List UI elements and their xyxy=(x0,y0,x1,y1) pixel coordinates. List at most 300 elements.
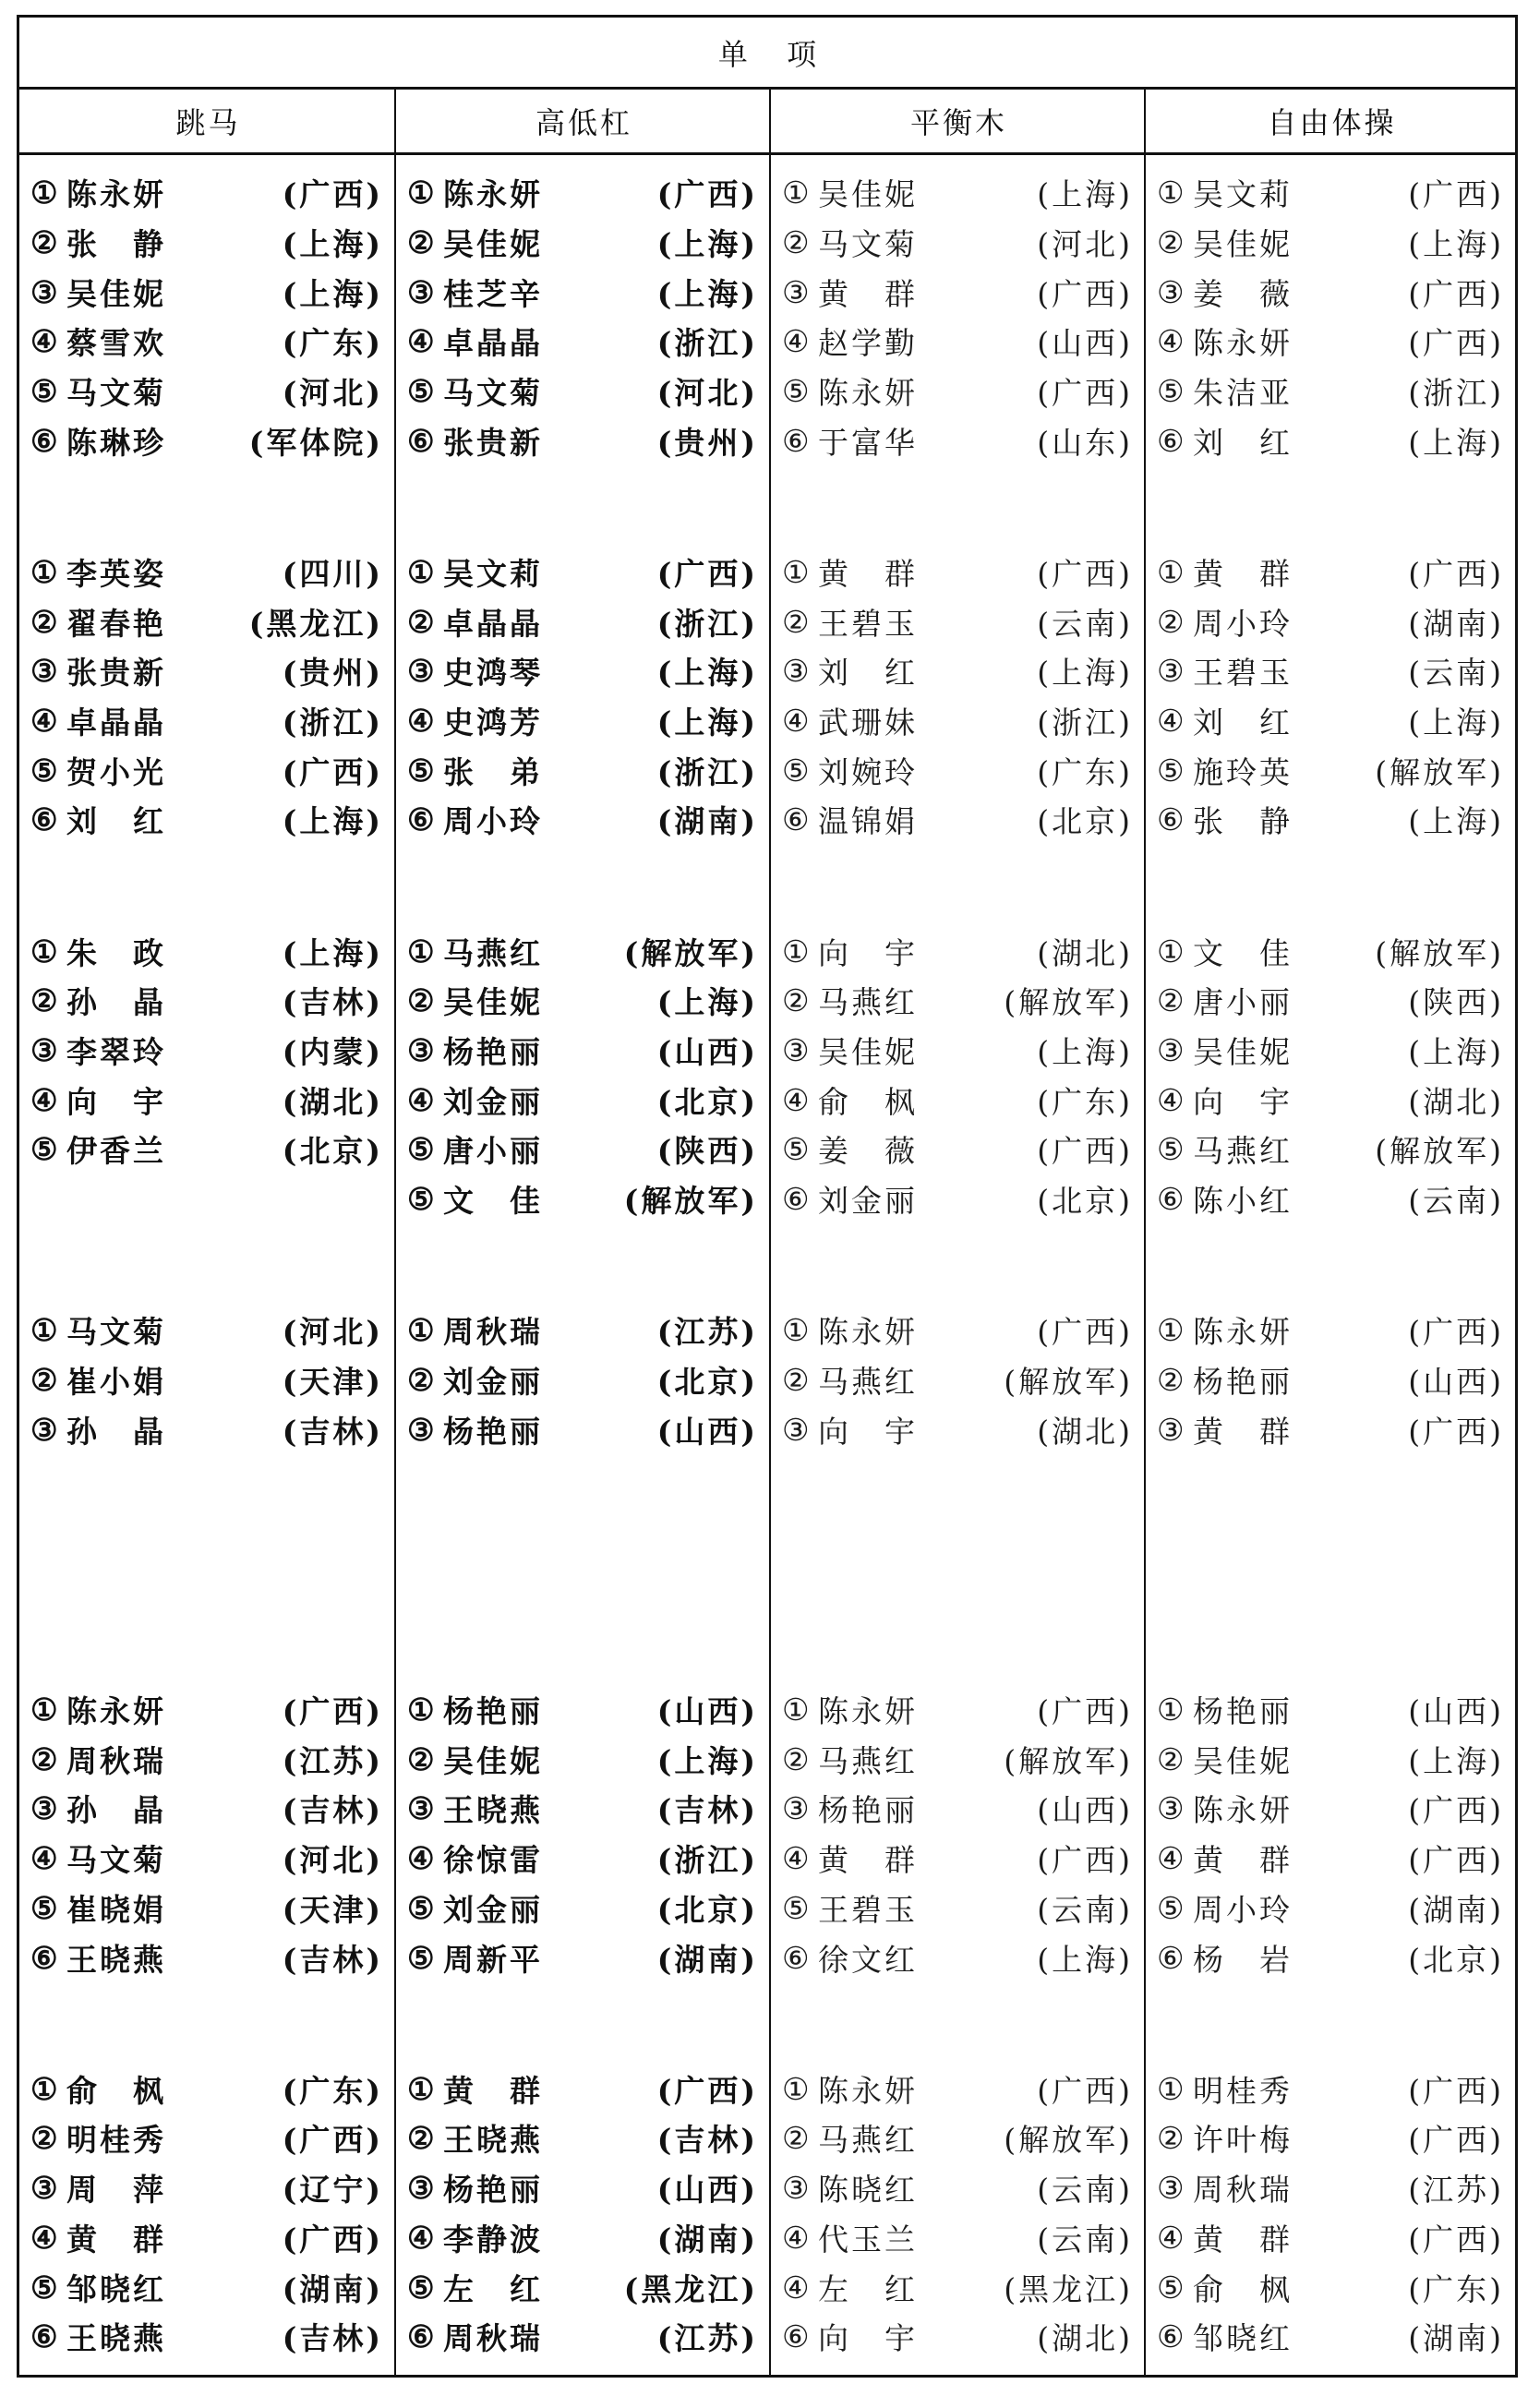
rank-marker: ③ xyxy=(30,273,58,310)
result-entry xyxy=(407,1834,758,1884)
athlete-region: (军体院) xyxy=(248,424,383,461)
athlete-name: 邹晓红 xyxy=(1193,2320,1293,2357)
athlete-name: 吴佳妮 xyxy=(443,226,543,263)
rank-marker: ⑤ xyxy=(1157,1889,1185,1926)
rank-marker: ④ xyxy=(30,323,58,360)
result-entry xyxy=(407,596,758,646)
athlete-region: (上海) xyxy=(656,704,758,741)
athlete-region: (上海) xyxy=(656,1742,758,1779)
athlete-name: 孙 晶 xyxy=(66,1413,166,1450)
athlete-region: (江苏) xyxy=(1408,2172,1504,2209)
result-entry xyxy=(782,1075,1133,1125)
result-entry xyxy=(782,696,1133,746)
athlete-name: 左 红 xyxy=(443,2270,543,2307)
athlete-region: (浙江) xyxy=(656,605,758,642)
rank-marker: ⑥ xyxy=(782,1939,810,1976)
athlete-region: (湖南) xyxy=(656,803,758,840)
result-group xyxy=(1157,1685,1504,2065)
athlete-name: 刘 红 xyxy=(818,655,918,692)
rank-marker: ⑤ xyxy=(30,1131,58,1168)
rank-marker: ③ xyxy=(407,1032,435,1069)
athlete-name: 明桂秀 xyxy=(1193,2072,1293,2109)
athlete-region: (湖北) xyxy=(1037,1413,1133,1450)
column-floor-exercise xyxy=(1146,155,1515,2375)
athlete-name: 王碧玉 xyxy=(818,1891,918,1928)
athlete-name: 徐文红 xyxy=(818,1941,918,1978)
rank-marker: ⑥ xyxy=(1157,422,1185,459)
athlete-name: 温锦娟 xyxy=(818,803,918,840)
result-group xyxy=(782,548,1133,927)
athlete-region: (浙江) xyxy=(1408,375,1504,412)
rank-marker: ③ xyxy=(1157,1411,1185,1448)
athlete-name: 刘金丽 xyxy=(443,1891,543,1928)
result-entry xyxy=(1157,1355,1504,1405)
athlete-name: 陈永妍 xyxy=(818,1693,918,1730)
result-entry xyxy=(782,267,1133,317)
rank-marker: ① xyxy=(1157,175,1185,211)
athlete-name: 周小玲 xyxy=(1193,605,1293,642)
rank-marker: ⑤ xyxy=(30,373,58,410)
athlete-name: 王晓燕 xyxy=(443,1792,543,1829)
result-entry xyxy=(1157,2262,1504,2312)
athlete-region: (上海) xyxy=(282,934,383,971)
athlete-name: 黄 群 xyxy=(818,1842,918,1879)
athlete-region: (广西) xyxy=(1408,176,1504,213)
result-group xyxy=(782,168,1133,548)
result-entry xyxy=(407,1404,758,1454)
table-body xyxy=(19,155,1515,2375)
athlete-name: 杨艳丽 xyxy=(443,2172,543,2209)
athlete-region: (山西) xyxy=(1408,1364,1504,1401)
athlete-region: (吉林) xyxy=(282,1413,383,1450)
athlete-name: 黄 群 xyxy=(818,556,918,593)
rank-marker: ⑥ xyxy=(782,1181,810,1218)
result-group xyxy=(407,926,758,1306)
rank-marker: ③ xyxy=(1157,2170,1185,2207)
athlete-name: 陈永妍 xyxy=(1193,1314,1293,1351)
result-entry xyxy=(782,976,1133,1026)
athlete-region: (广西) xyxy=(1037,2072,1133,2109)
athlete-region: (上海) xyxy=(656,275,758,312)
athlete-name: 吴佳妮 xyxy=(443,1742,543,1779)
rank-marker: ① xyxy=(1157,554,1185,591)
result-group xyxy=(407,2064,758,2361)
athlete-region: (广西) xyxy=(1037,556,1133,593)
result-entry xyxy=(1157,976,1504,1026)
athlete-name: 张贵新 xyxy=(66,655,166,692)
athlete-region: (广西) xyxy=(1037,1693,1133,1730)
result-entry xyxy=(782,367,1133,416)
result-entry xyxy=(30,926,383,976)
athlete-name: 向 宇 xyxy=(818,1413,918,1450)
rank-marker: ⑤ xyxy=(407,752,435,789)
result-entry xyxy=(30,1784,383,1834)
rank-marker: ② xyxy=(407,224,435,261)
athlete-name: 黄 群 xyxy=(1193,556,1293,593)
result-entry xyxy=(1157,1685,1504,1735)
rank-marker: ⑥ xyxy=(1157,2318,1185,2355)
rank-marker: ⑤ xyxy=(30,2269,58,2306)
result-entry xyxy=(1157,696,1504,746)
athlete-region: (广西) xyxy=(1408,2221,1504,2258)
athlete-name: 张 静 xyxy=(66,226,166,263)
result-entry xyxy=(30,745,383,795)
rank-marker: ③ xyxy=(1157,273,1185,310)
result-entry xyxy=(30,267,383,317)
athlete-region: (上海) xyxy=(1408,704,1504,741)
athlete-name: 陈永妍 xyxy=(1193,1792,1293,1829)
result-entry xyxy=(407,976,758,1026)
rank-marker: ⑥ xyxy=(30,1939,58,1976)
result-entry xyxy=(407,2213,758,2263)
athlete-region: (吉林) xyxy=(656,2122,758,2159)
athlete-name: 赵学勤 xyxy=(818,325,918,362)
athlete-region: (上海) xyxy=(1408,424,1504,461)
athlete-name: 张贵新 xyxy=(443,424,543,461)
athlete-name: 桂芝辛 xyxy=(443,275,543,312)
result-entry xyxy=(30,1734,383,1784)
event-header-floor-exercise: 自由体操 xyxy=(1267,105,1397,140)
result-group xyxy=(782,2064,1133,2361)
result-entry xyxy=(30,367,383,416)
rank-marker: ⑥ xyxy=(30,2318,58,2355)
athlete-name: 吴佳妮 xyxy=(1193,1034,1293,1071)
rank-marker: ② xyxy=(782,982,810,1019)
result-entry xyxy=(407,1932,758,1982)
result-entry xyxy=(30,1834,383,1884)
rank-marker: ③ xyxy=(782,2170,810,2207)
rank-marker: ④ xyxy=(1157,1840,1185,1877)
athlete-region: (广西) xyxy=(1408,556,1504,593)
athlete-region: (北京) xyxy=(1408,1941,1504,1978)
result-entry xyxy=(1157,2113,1504,2163)
athlete-region: (江苏) xyxy=(282,1742,383,1779)
rank-marker: ④ xyxy=(407,323,435,360)
athlete-region: (广西) xyxy=(656,556,758,593)
athlete-region: (河北) xyxy=(1037,226,1133,263)
rank-marker: ④ xyxy=(1157,703,1185,740)
athlete-name: 周秋瑞 xyxy=(443,1314,543,1351)
result-entry xyxy=(1157,1734,1504,1784)
rank-marker: ① xyxy=(407,1692,435,1728)
result-entry xyxy=(1157,2213,1504,2263)
rank-marker: ① xyxy=(782,554,810,591)
rank-marker: ⑤ xyxy=(782,1889,810,1926)
athlete-region: (广西) xyxy=(1408,275,1504,312)
athlete-region: (浙江) xyxy=(656,753,758,790)
athlete-name: 文 佳 xyxy=(443,1183,543,1220)
rank-marker: ④ xyxy=(782,703,810,740)
rank-marker: ① xyxy=(30,933,58,969)
athlete-name: 孙 晶 xyxy=(66,1792,166,1829)
rank-marker: ⑤ xyxy=(407,373,435,410)
athlete-name: 陈永妍 xyxy=(66,176,166,213)
athlete-name: 王碧玉 xyxy=(818,605,918,642)
rank-marker: ③ xyxy=(1157,1790,1185,1827)
athlete-region: (北京) xyxy=(1037,803,1133,840)
athlete-region: (内蒙) xyxy=(282,1034,383,1071)
athlete-name: 姜 薇 xyxy=(818,1133,918,1170)
result-entry xyxy=(30,1125,383,1174)
rank-marker: ② xyxy=(1157,224,1185,261)
result-group xyxy=(782,1306,1133,1685)
result-entry xyxy=(782,1734,1133,1784)
athlete-name: 卓晶晶 xyxy=(443,325,543,362)
rank-marker: ② xyxy=(782,1362,810,1399)
result-entry xyxy=(30,548,383,597)
athlete-name: 朱 政 xyxy=(66,934,166,971)
rank-marker: ② xyxy=(30,603,58,640)
rank-marker: ⑤ xyxy=(1157,1131,1185,1168)
athlete-name: 周秋瑞 xyxy=(1193,2172,1293,2209)
result-entry xyxy=(1157,2163,1504,2213)
result-entry xyxy=(1157,1834,1504,1884)
athlete-region: (北京) xyxy=(656,1364,758,1401)
rank-marker: ② xyxy=(407,603,435,640)
result-entry xyxy=(30,2163,383,2213)
result-entry xyxy=(407,1075,758,1125)
athlete-region: (湖北) xyxy=(1037,2320,1133,2357)
rank-marker: ② xyxy=(30,1740,58,1777)
rank-marker: ② xyxy=(407,982,435,1019)
result-entry xyxy=(782,1026,1133,1076)
result-entry xyxy=(782,1932,1133,1982)
athlete-region: (吉林) xyxy=(282,2320,383,2357)
athlete-region: (解放军) xyxy=(623,1183,758,1220)
rank-marker: ⑥ xyxy=(1157,1939,1185,1976)
rank-marker: ② xyxy=(782,224,810,261)
athlete-region: (河北) xyxy=(282,1314,383,1351)
athlete-region: (广西) xyxy=(1408,1842,1504,1879)
athlete-region: (湖南) xyxy=(1408,1891,1504,1928)
result-entry xyxy=(782,745,1133,795)
rank-marker: ③ xyxy=(782,1032,810,1069)
rank-marker: ② xyxy=(30,2120,58,2157)
rank-marker: ① xyxy=(1157,1312,1185,1349)
athlete-name: 刘金丽 xyxy=(443,1364,543,1401)
rank-marker: ⑥ xyxy=(407,422,435,459)
result-entry xyxy=(782,1834,1133,1884)
athlete-region: (北京) xyxy=(1037,1183,1133,1220)
rank-marker: ⑥ xyxy=(1157,1181,1185,1218)
athlete-name: 吴佳妮 xyxy=(443,984,543,1021)
result-group xyxy=(1157,2064,1504,2361)
athlete-region: (山西) xyxy=(656,1034,758,1071)
result-entry xyxy=(782,548,1133,597)
column-uneven-bars xyxy=(396,155,771,2375)
athlete-name: 刘 红 xyxy=(66,803,166,840)
athlete-region: (上海) xyxy=(282,803,383,840)
rank-marker: ① xyxy=(30,1312,58,1349)
athlete-name: 武珊妹 xyxy=(818,704,918,741)
result-entry xyxy=(782,2064,1133,2113)
athlete-name: 陈永妍 xyxy=(818,1314,918,1351)
athlete-name: 史鸿琴 xyxy=(443,655,543,692)
athlete-name: 杨艳丽 xyxy=(443,1034,543,1071)
rank-marker: ⑤ xyxy=(782,1131,810,1168)
athlete-name: 周小玲 xyxy=(1193,1891,1293,1928)
rank-marker: ⑤ xyxy=(1157,752,1185,789)
rank-marker: ⑤ xyxy=(407,1181,435,1218)
athlete-name: 马燕红 xyxy=(443,934,543,971)
athlete-name: 李翠玲 xyxy=(66,1034,166,1071)
rank-marker: ① xyxy=(30,2070,58,2107)
result-entry xyxy=(1157,1884,1504,1933)
result-entry xyxy=(407,646,758,696)
result-entry xyxy=(407,2064,758,2113)
athlete-name: 蔡雪欢 xyxy=(66,325,166,362)
result-entry xyxy=(407,926,758,976)
athlete-region: (广西) xyxy=(1408,2122,1504,2159)
athlete-region: (广西) xyxy=(282,1693,383,1730)
athlete-name: 俞 枫 xyxy=(1193,2270,1293,2307)
athlete-region: (解放军) xyxy=(623,934,758,971)
rank-marker: ⑥ xyxy=(407,2318,435,2355)
athlete-region: (湖北) xyxy=(282,1083,383,1120)
result-entry xyxy=(30,596,383,646)
athlete-region: (上海) xyxy=(282,226,383,263)
athlete-region: (广西) xyxy=(282,2122,383,2159)
athlete-name: 吴佳妮 xyxy=(1193,1742,1293,1779)
athlete-name: 杨艳丽 xyxy=(1193,1364,1293,1401)
athlete-region: (陕西) xyxy=(1408,984,1504,1021)
athlete-region: (天津) xyxy=(282,1891,383,1928)
athlete-region: (广西) xyxy=(1037,1133,1133,1170)
athlete-name: 吴佳妮 xyxy=(818,176,918,213)
athlete-name: 马文菊 xyxy=(66,1842,166,1879)
event-header-uneven-bars: 高低杠 xyxy=(396,90,771,152)
athlete-name: 刘金丽 xyxy=(443,1083,543,1120)
rank-marker: ③ xyxy=(1157,1032,1185,1069)
athlete-region: (山西) xyxy=(1408,1693,1504,1730)
rank-marker: ① xyxy=(1157,1692,1185,1728)
athlete-name: 周小玲 xyxy=(443,803,543,840)
athlete-name: 文 佳 xyxy=(1193,934,1293,971)
result-entry xyxy=(407,1174,758,1224)
rank-marker: ④ xyxy=(782,1840,810,1877)
athlete-name: 向 宇 xyxy=(1193,1083,1293,1120)
result-entry xyxy=(30,1075,383,1125)
rank-marker: ④ xyxy=(30,1840,58,1877)
result-entry xyxy=(407,1306,758,1355)
rank-marker: ④ xyxy=(1157,2219,1185,2256)
result-group xyxy=(1157,926,1504,1306)
athlete-name: 马文菊 xyxy=(443,375,543,412)
athlete-region: (河北) xyxy=(282,375,383,412)
athlete-region: (上海) xyxy=(656,984,758,1021)
athlete-region: (上海) xyxy=(1408,226,1504,263)
result-entry xyxy=(782,415,1133,465)
result-entry xyxy=(1157,1075,1504,1125)
athlete-name: 向 宇 xyxy=(818,934,918,971)
athlete-region: (广西) xyxy=(656,2072,758,2109)
result-entry xyxy=(407,415,758,465)
rank-marker: ① xyxy=(407,175,435,211)
result-group xyxy=(30,926,383,1306)
rank-marker: ② xyxy=(1157,982,1185,1019)
athlete-region: (贵州) xyxy=(656,424,758,461)
result-entry xyxy=(407,795,758,845)
rank-marker: ② xyxy=(1157,603,1185,640)
athlete-region: (河北) xyxy=(656,375,758,412)
result-entry xyxy=(782,646,1133,696)
rank-marker: ③ xyxy=(407,2170,435,2207)
result-entry xyxy=(1157,795,1504,845)
rank-marker: ④ xyxy=(407,2219,435,2256)
athlete-name: 陈永妍 xyxy=(1193,325,1293,362)
athlete-name: 陈永妍 xyxy=(66,1693,166,1730)
athlete-name: 马文菊 xyxy=(818,226,918,263)
athlete-region: (广西) xyxy=(1037,1314,1133,1351)
rank-marker: ④ xyxy=(30,703,58,740)
result-entry xyxy=(782,596,1133,646)
athlete-region: (云南) xyxy=(1037,605,1133,642)
athlete-name: 王碧玉 xyxy=(1193,655,1293,692)
result-entry xyxy=(30,976,383,1026)
athlete-name: 黄 群 xyxy=(443,2072,543,2109)
athlete-name: 贺小光 xyxy=(66,753,166,790)
athlete-name: 王晓燕 xyxy=(66,2320,166,2357)
rank-marker: ⑤ xyxy=(30,752,58,789)
athlete-name: 翟春艳 xyxy=(66,605,166,642)
result-entry xyxy=(782,1404,1133,1454)
result-group xyxy=(407,548,758,927)
athlete-name: 吴佳妮 xyxy=(66,275,166,312)
rank-marker: ① xyxy=(782,1692,810,1728)
athlete-name: 杨 岩 xyxy=(1193,1941,1293,1978)
athlete-region: (湖南) xyxy=(1408,2320,1504,2357)
athlete-name: 马燕红 xyxy=(818,984,918,1021)
athlete-region: (山西) xyxy=(656,1413,758,1450)
athlete-region: (解放军) xyxy=(1004,1742,1133,1779)
result-entry xyxy=(782,1884,1133,1933)
result-entry xyxy=(782,1125,1133,1174)
result-entry xyxy=(407,2163,758,2213)
athlete-region: (吉林) xyxy=(282,984,383,1021)
athlete-region: (湖南) xyxy=(656,2221,758,2258)
athlete-region: (广东) xyxy=(282,2072,383,2109)
athlete-name: 李静波 xyxy=(443,2221,543,2258)
athlete-region: (北京) xyxy=(282,1133,383,1170)
rank-marker: ① xyxy=(782,175,810,211)
result-group xyxy=(782,1685,1133,2065)
athlete-name: 陈永妍 xyxy=(818,2072,918,2109)
athlete-name: 明桂秀 xyxy=(66,2122,166,2159)
result-group xyxy=(1157,548,1504,927)
athlete-name: 向 宇 xyxy=(66,1083,166,1120)
athlete-name: 左 红 xyxy=(818,2270,918,2307)
athlete-region: (广西) xyxy=(1408,1792,1504,1829)
athlete-name: 刘婉玲 xyxy=(818,753,918,790)
rank-marker: ⑥ xyxy=(1157,801,1185,838)
result-entry xyxy=(30,2262,383,2312)
result-group xyxy=(407,1685,758,2065)
athlete-name: 代玉兰 xyxy=(818,2221,918,2258)
result-entry xyxy=(782,218,1133,268)
result-entry xyxy=(407,548,758,597)
rank-marker: ② xyxy=(1157,1740,1185,1777)
result-entry xyxy=(782,795,1133,845)
rank-marker: ③ xyxy=(30,1790,58,1827)
athlete-name: 杨艳丽 xyxy=(818,1792,918,1829)
athlete-region: (上海) xyxy=(282,275,383,312)
results-table xyxy=(17,15,1518,2378)
athlete-region: (广西) xyxy=(1037,375,1133,412)
rank-marker: ③ xyxy=(30,1411,58,1448)
athlete-region: (广西) xyxy=(656,176,758,213)
result-entry xyxy=(30,696,383,746)
athlete-region: (湖南) xyxy=(282,2270,383,2307)
